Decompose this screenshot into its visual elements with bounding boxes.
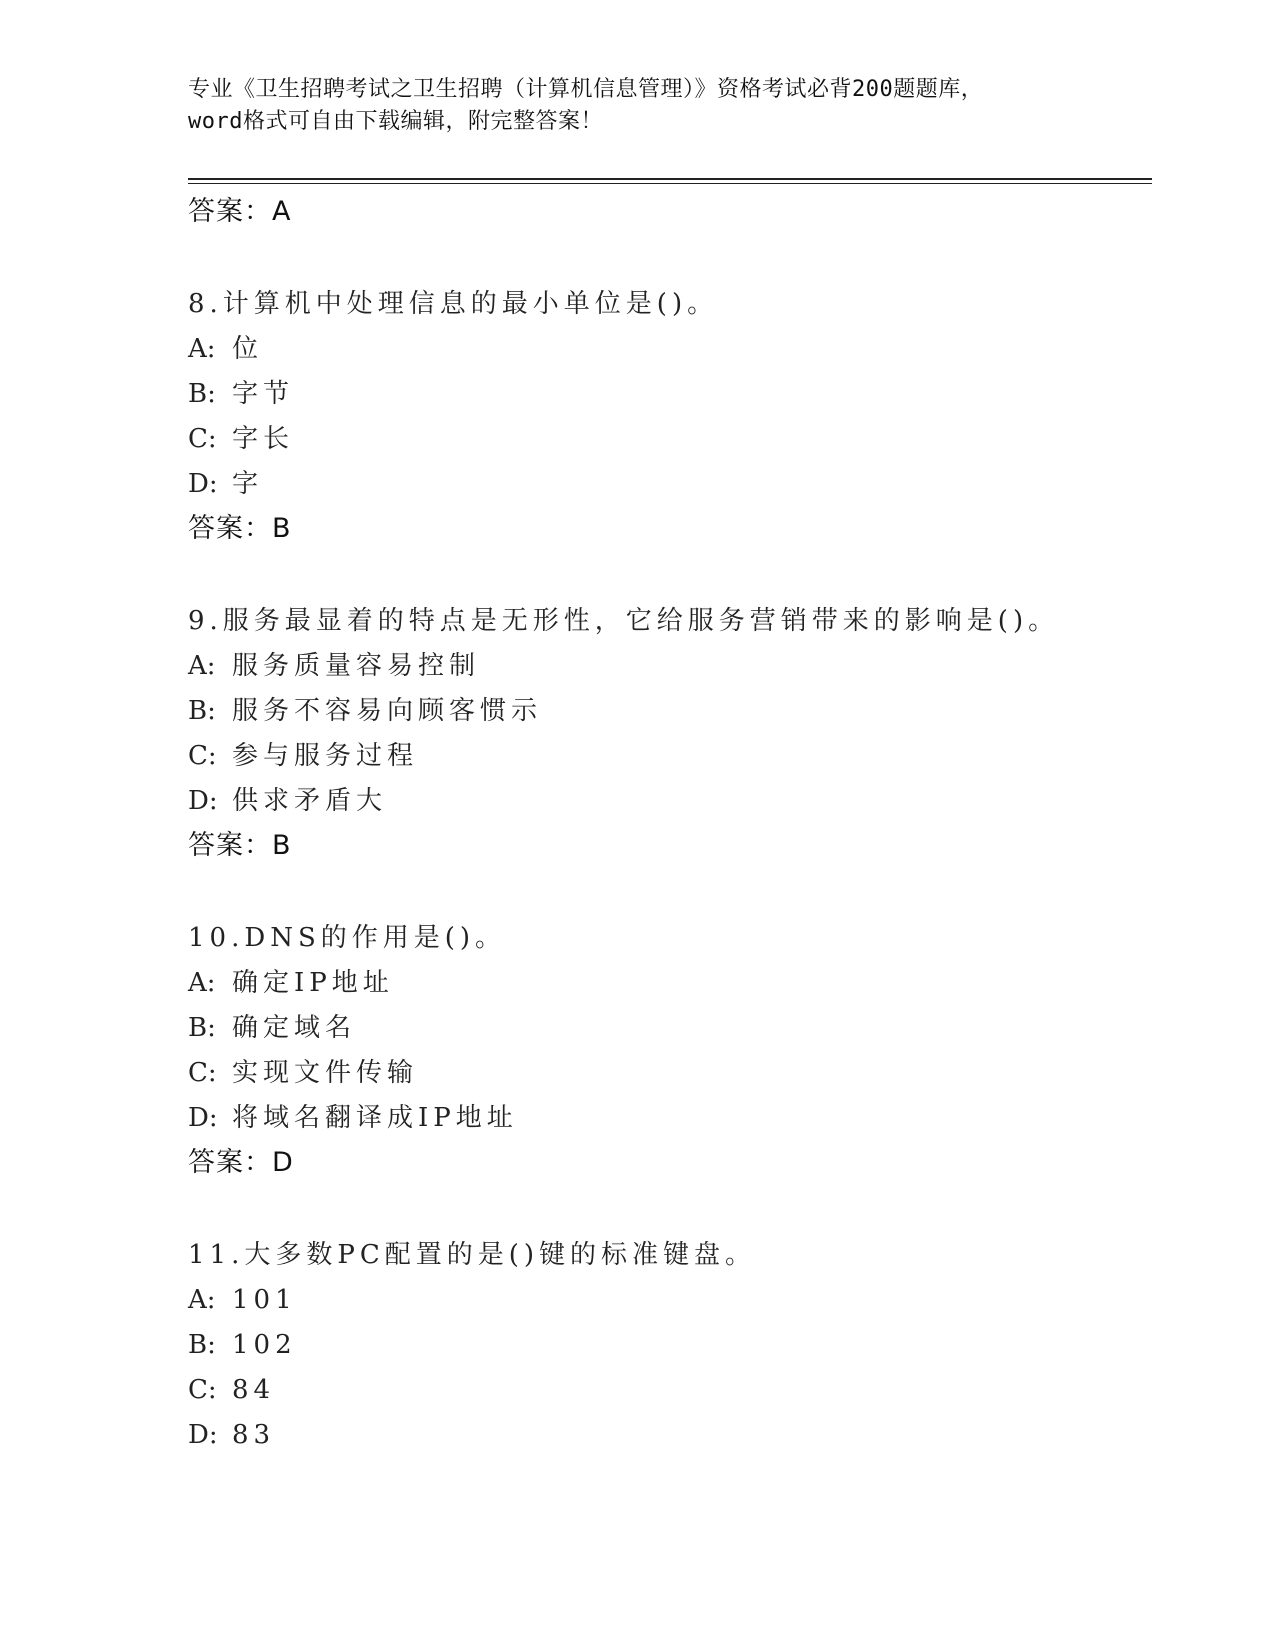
option-text: 确定域名: [232, 1013, 357, 1043]
question-text: 11.大多数PC配置的是()键的标准键盘。: [188, 1240, 757, 1270]
option-text: 实现文件传输: [232, 1058, 419, 1088]
spacer: [188, 1185, 1148, 1233]
option-letter: C:: [188, 1058, 217, 1088]
question-list: [188, 190, 1148, 1458]
document-header: [188, 74, 1088, 138]
option-text: 服务质量容易控制: [232, 651, 481, 681]
option-letter: A:: [188, 651, 216, 681]
option-text: 字: [232, 469, 264, 499]
header-divider-thick: [188, 178, 1152, 180]
answer-line: 答案：B: [188, 830, 292, 861]
answer-line: 答案：D: [188, 1147, 294, 1178]
option-text: 供求矛盾大: [232, 786, 388, 816]
header-title-line-2: word格式可自由下载编辑，附完整答案！: [188, 109, 603, 134]
option-letter: C:: [188, 424, 217, 454]
option-b: [188, 689, 1148, 734]
spacer: [188, 234, 1148, 282]
option-d: [188, 1096, 1148, 1141]
option-c: [188, 1051, 1148, 1096]
option-d: [188, 462, 1148, 507]
option-text: 101: [232, 1285, 297, 1315]
option-c: [188, 417, 1148, 462]
option-text: 字节: [232, 379, 295, 409]
option-letter: D:: [188, 1420, 218, 1450]
question-text: 10.DNS的作用是()。: [188, 923, 507, 953]
option-text: 84: [232, 1375, 276, 1405]
option-a: [188, 961, 1148, 1006]
option-text: 102: [232, 1330, 297, 1360]
option-letter: B:: [188, 696, 216, 726]
question-block: [188, 599, 1148, 916]
answer-line: 答案：B: [188, 513, 292, 544]
option-letter: C:: [188, 1375, 217, 1405]
option-c: [188, 1368, 1148, 1413]
option-b: [188, 1323, 1148, 1368]
option-letter: C:: [188, 741, 217, 771]
question-block: [188, 282, 1148, 599]
question-block: [188, 1233, 1148, 1458]
option-text: 将域名翻译成IP地址: [232, 1103, 518, 1133]
spacer: [188, 868, 1148, 916]
spacer: [188, 551, 1148, 599]
option-text: 字长: [232, 424, 295, 454]
option-text: 位: [232, 334, 264, 364]
question-text: 9.服务最显着的特点是无形性，它给服务营销带来的影响是()。: [188, 606, 1060, 636]
option-c: [188, 734, 1148, 779]
option-a: [188, 1278, 1148, 1323]
option-a: [188, 644, 1148, 689]
option-text: 83: [232, 1420, 276, 1450]
option-letter: A:: [188, 1285, 216, 1315]
header-title-line-1: 专业《卫生招聘考试之卫生招聘（计算机信息管理）》资格考试必背200题题库，: [188, 77, 984, 102]
option-letter: A:: [188, 968, 216, 998]
question-block: [188, 916, 1148, 1233]
option-text: 确定IP地址: [232, 968, 394, 998]
option-letter: B:: [188, 1330, 216, 1360]
option-text: 服务不容易向顾客惯示: [232, 696, 543, 726]
option-letter: D:: [188, 786, 218, 816]
option-letter: B:: [188, 379, 216, 409]
header-divider-thin: [188, 183, 1152, 184]
option-letter: B:: [188, 1013, 216, 1043]
option-letter: D:: [188, 1103, 218, 1133]
answer-line: 答案：A: [188, 196, 292, 227]
option-d: [188, 1413, 1148, 1458]
question-text: 8.计算机中处理信息的最小单位是()。: [188, 289, 719, 319]
option-text: 参与服务过程: [232, 741, 419, 771]
option-a: [188, 327, 1148, 372]
option-b: [188, 372, 1148, 417]
option-b: [188, 1006, 1148, 1051]
option-letter: A:: [188, 334, 216, 364]
option-letter: D:: [188, 469, 218, 499]
option-d: [188, 779, 1148, 824]
